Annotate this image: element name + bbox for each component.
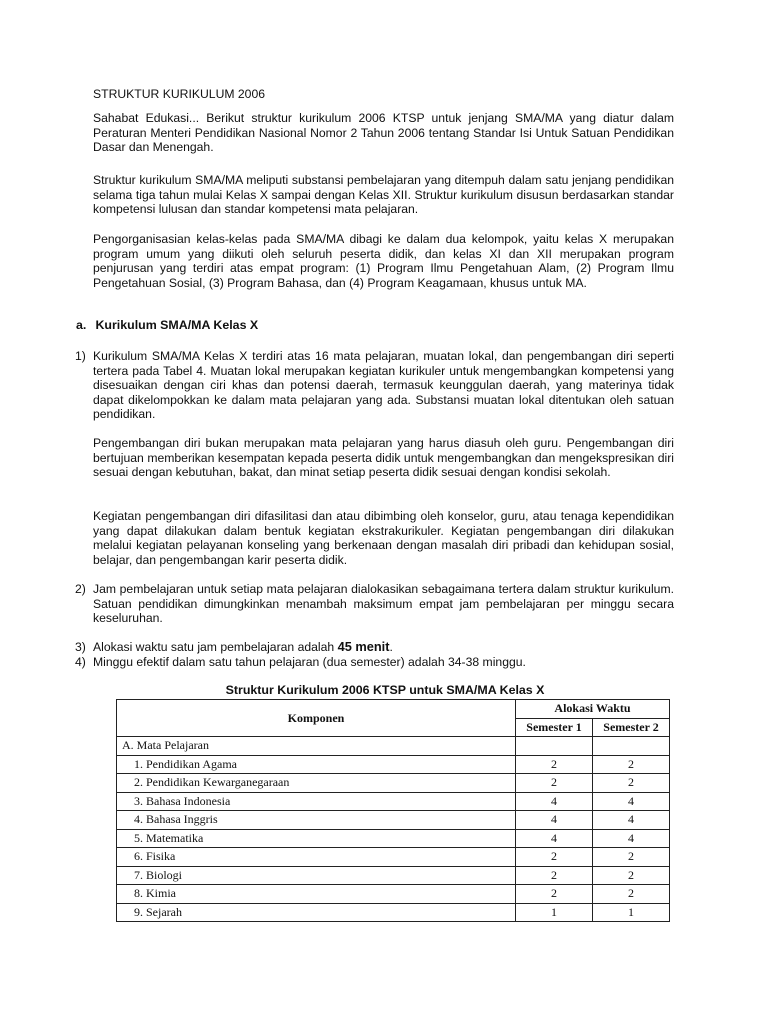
header-alokasi-waktu: Alokasi Waktu — [516, 700, 670, 719]
subject-name: 4. Bahasa Inggris — [117, 811, 516, 830]
table-row — [117, 811, 670, 830]
table-header-row-1 — [117, 700, 670, 719]
list-item-4 — [75, 655, 674, 670]
semester-1-hours: 1 — [516, 903, 593, 922]
list-item-3-text — [93, 640, 674, 655]
list-item-3-number: 3) — [75, 640, 86, 654]
semester-1-hours: 4 — [516, 811, 593, 830]
subject-name: 3. Bahasa Indonesia — [117, 792, 516, 811]
table-row — [117, 829, 670, 848]
intro-paragraph-3: Pengorganisasian kelas-kelas pada SMA/MA dibagi ke dalam dua kelompok, yaitu kelas X merupakan program umum yang diikuti oleh seluruh peserta didik, dan kelas XI dan XII merupakan program penjurusan yang terdiri atas empat program: (1) Program Ilmu Pengetahuan Alam, (2) Program Ilmu Pengetahuan Sosial, (3) Program Bahasa, dan (4) Program Keagamaan, khusus untuk MA. — [93, 232, 674, 290]
list-item-2-text: Jam pembelajaran untuk setiap mata pelajaran dialokasikan sebagaimana tertera dalam struktur kurikulum. Satuan pendidikan dimungkinkan menambah maksimum empat jam pembelajaran per minggu secara keseluruhan. — [93, 582, 674, 626]
list-item-4-text: Minggu efektif dalam satu tahun pelajaran (dua semester) adalah 34-38 minggu. — [93, 655, 526, 669]
list-item-1-number: 1) — [75, 349, 86, 363]
list-item-2 — [75, 582, 674, 626]
semester-2-hours: 4 — [593, 792, 670, 811]
semester-2-hours: 2 — [593, 755, 670, 774]
table-row — [117, 885, 670, 904]
table-group-row — [117, 737, 670, 756]
list-item-3-lead: Alokasi waktu satu jam pembelajaran adalah — [93, 640, 338, 654]
item-1-paragraph-2: Pengembangan diri bukan merupakan mata pelajaran yang harus diasuh oleh guru. Pengembangan diri bertujuan memberikan kesempatan kepada peserta didik untuk mengembangkan dan mengekspresikan diri sesuai dengan kebutuhan, bakat, dan minat setiap peserta didik sesuai dengan kondisi sekolah. — [93, 436, 674, 480]
semester-2-hours: 2 — [593, 885, 670, 904]
group-label: A. Mata Pelajaran — [117, 737, 516, 756]
section-a-label: a. — [76, 318, 87, 332]
semester-2-hours: 1 — [593, 903, 670, 922]
intro-paragraph-1: Sahabat Edukasi... Berikut struktur kurikulum 2006 KTSP untuk jenjang SMA/MA yang diatur dalam Peraturan Menteri Pendidikan Nasional Nomor 2 Tahun 2006 tentang Standar Isi Untuk Satuan Pendidikan Dasar dan Menengah. — [93, 111, 674, 155]
section-a-heading — [76, 318, 258, 332]
table-row — [117, 774, 670, 793]
semester-2-hours: 2 — [593, 866, 670, 885]
table-row — [117, 866, 670, 885]
subject-name: 5. Matematika — [117, 829, 516, 848]
header-komponen: Komponen — [117, 700, 516, 737]
semester-2-hours: 2 — [593, 774, 670, 793]
table-row — [117, 792, 670, 811]
section-a-title: Kurikulum SMA/MA Kelas X — [95, 318, 259, 332]
semester-2-hours: 2 — [593, 848, 670, 867]
semester-2-hours: 4 — [593, 811, 670, 830]
list-item-1-text: Kurikulum SMA/MA Kelas X terdiri atas 16 mata pelajaran, muatan lokal, dan pengembangan diri seperti tertera pada Tabel 4. Muatan lokal merupakan kegiatan kurikuler untuk mengembangkan kompetensi yang disesuaikan dengan ciri khas dan potensi daerah, termasuk keunggulan daerah, yang materinya tidak dapat dikelompokkan ke dalam mata pelajaran yang ada. Substansi muatan lokal ditentukan oleh satuan pendidikan. — [93, 349, 674, 422]
subject-name: 9. Sejarah — [117, 903, 516, 922]
header-semester-2: Semester 2 — [593, 718, 670, 737]
subject-name: 1. Pendidikan Agama — [117, 755, 516, 774]
semester-1-hours: 2 — [516, 848, 593, 867]
subject-name: 2. Pendidikan Kewarganegaraan — [117, 774, 516, 793]
list-item-3-bold-value: 45 menit — [337, 639, 390, 654]
semester-1-hours: 4 — [516, 792, 593, 811]
curriculum-table — [116, 699, 670, 922]
semester-1-hours: 2 — [516, 866, 593, 885]
list-item-3 — [75, 640, 674, 655]
table-row — [117, 755, 670, 774]
table-row — [117, 903, 670, 922]
subject-name: 7. Biologi — [117, 866, 516, 885]
semester-1-hours: 2 — [516, 774, 593, 793]
semester-2-hours: 4 — [593, 829, 670, 848]
semester-1-hours: 4 — [516, 829, 593, 848]
list-item-1 — [75, 349, 674, 422]
list-item-4-number: 4) — [75, 655, 86, 669]
semester-1-hours: 2 — [516, 755, 593, 774]
list-item-3-suffix: . — [389, 640, 393, 654]
document-title: STRUKTUR KURIKULUM 2006 — [93, 87, 266, 101]
table-row — [117, 848, 670, 867]
header-semester-1: Semester 1 — [516, 718, 593, 737]
list-item-2-number: 2) — [75, 582, 86, 596]
subject-name: 6. Fisika — [117, 848, 516, 867]
subject-name: 8. Kimia — [117, 885, 516, 904]
intro-paragraph-2: Struktur kurikulum SMA/MA meliputi substansi pembelajaran yang ditempuh dalam satu jenjang pendidikan selama tiga tahun mulai Kelas X sampai dengan Kelas XII. Struktur kurikulum disusun berdasarkan standar kompetensi lulusan dan standar kompetensi mata pelajaran. — [93, 173, 674, 217]
semester-1-hours: 2 — [516, 885, 593, 904]
table-title: Struktur Kurikulum 2006 KTSP untuk SMA/MA Kelas X — [225, 683, 545, 697]
item-1-paragraph-3: Kegiatan pengembangan diri difasilitasi dan atau dibimbing oleh konselor, guru, atau tenaga kependidikan yang dapat dilakukan dalam bentuk kegiatan ekstrakurikuler. Kegiatan pengembangan diri dilakukan melalui kegiatan pelayanan konseling yang berkenaan dengan masalah diri pribadi dan kehidupan sosial, belajar, dan pengembangan karir peserta didik. — [93, 509, 674, 567]
